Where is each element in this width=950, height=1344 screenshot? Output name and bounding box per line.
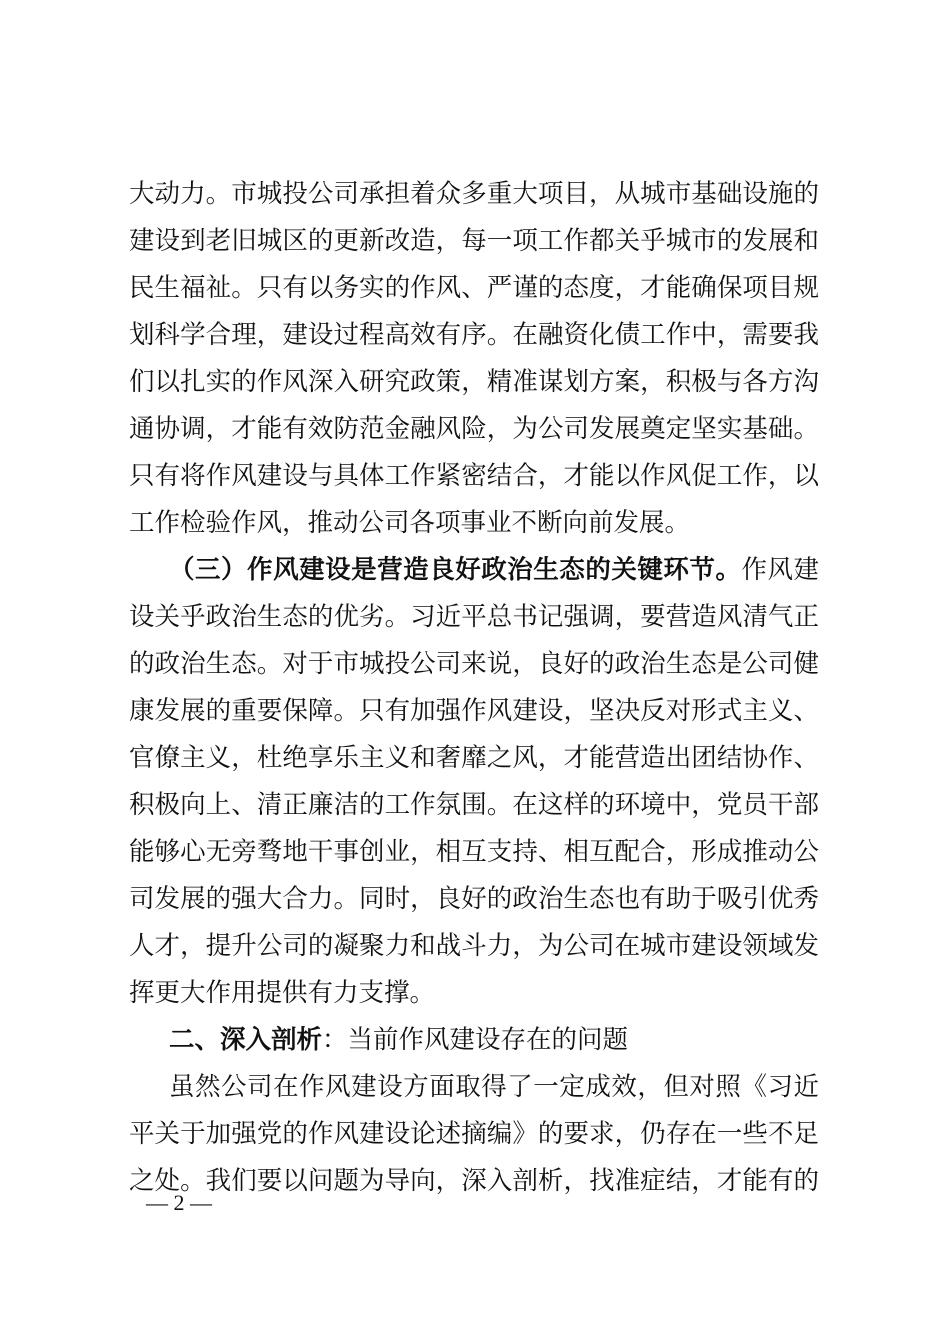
section-2-heading-bold: 二、深入剖析 bbox=[169, 1025, 323, 1055]
paragraph-line: 只有将作风建设与具体工作紧密结合，才能以作风促工作，以 bbox=[129, 461, 819, 491]
paragraph-line: 们以扎实的作风深入研究政策，精准谋划方案，积极与各方沟 bbox=[129, 367, 819, 397]
paragraph-line: 挥更大作用提供有力支撑。 bbox=[129, 978, 436, 1008]
section-3-first-line bbox=[129, 547, 819, 594]
paragraph-line: 设关乎政治生态的优劣。习近平总书记强调，要营造风清气正 bbox=[129, 602, 819, 632]
paragraph-line: 积极向上、清正廉洁的工作氛围。在这样的环境中，党员干部 bbox=[129, 790, 819, 820]
section-2-heading bbox=[129, 1017, 819, 1064]
section-3-text: 作风建 bbox=[741, 555, 819, 585]
paragraph-line: 能够心无旁骛地干事创业，相互支持、相互配合，形成推动公 bbox=[129, 837, 819, 867]
page-number: — 2 — bbox=[146, 1190, 212, 1215]
paragraph-line: 大动力。市城投公司承担着众多重大项目，从城市基础设施的 bbox=[129, 179, 819, 209]
paragraph-line: 通协调，才能有效防范金融风险，为公司发展奠定坚实基础。 bbox=[129, 414, 819, 444]
paragraph-line: 官僚主义，杜绝享乐主义和奢靡之风，才能营造出团结协作、 bbox=[129, 743, 819, 773]
paragraph-line: 人才，提升公司的凝聚力和战斗力，为公司在城市建设领域发 bbox=[129, 931, 819, 961]
paragraph-line: 康发展的重要保障。只有加强作风建设，坚决反对形式主义、 bbox=[129, 696, 819, 726]
section-3-title: （三）作风建设是营造良好政治生态的关键环节。 bbox=[169, 555, 742, 585]
paragraph-line: 虽然公司在作风建设方面取得了一定成效，但对照《习近 bbox=[169, 1072, 819, 1102]
paragraph-line: 建设到老旧城区的更新改造，每一项工作都关乎城市的发展和 bbox=[129, 226, 819, 256]
paragraph-line: 的政治生态。对于市城投公司来说，良好的政治生态是公司健 bbox=[129, 649, 819, 679]
paragraph-line: 司发展的强大合力。同时，良好的政治生态也有助于吸引优秀 bbox=[129, 884, 819, 914]
body-text bbox=[129, 171, 819, 1205]
paragraph-line: 之处。我们要以问题为导向，深入剖析，找准症结，才能有的 bbox=[129, 1166, 819, 1196]
paragraph-line: 工作检验作风，推动公司各项事业不断向前发展。 bbox=[129, 508, 691, 538]
paragraph-line: 平关于加强党的作风建设论述摘编》的要求，仍存在一些不足 bbox=[129, 1119, 819, 1149]
paragraph-line: 民生福祉。只有以务实的作风、严谨的态度，才能确保项目规 bbox=[129, 273, 819, 303]
section-2-heading-rest: ：当前作风建设存在的问题 bbox=[322, 1025, 629, 1055]
paragraph-line: 划科学合理，建设过程高效有序。在融资化债工作中，需要我 bbox=[129, 320, 819, 350]
